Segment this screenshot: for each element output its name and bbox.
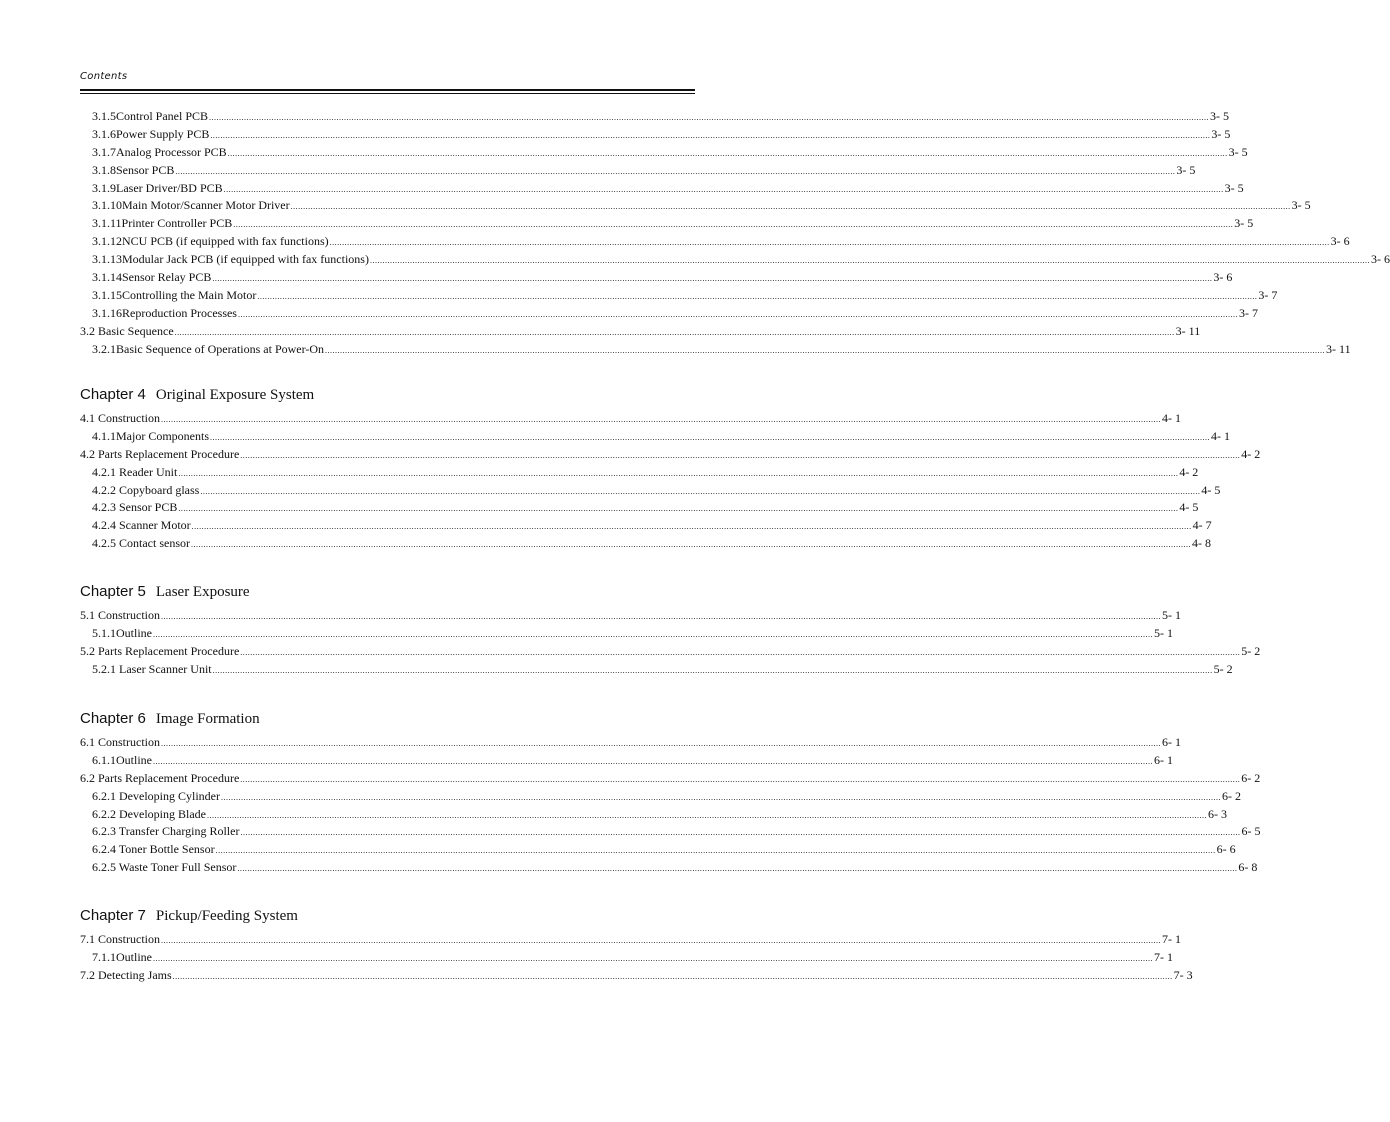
toc-entry [80,860,1258,878]
toc-entry-page-number: 3- 5 [1176,162,1196,177]
toc-entry [80,464,1199,483]
toc-entry-page-number: 3- 5 [1210,109,1230,123]
dot-leader: ................................................................................................................................................................................................................................................................................................................................................................................................................ [178,468,1179,478]
toc-entry-page-number: 3- 5 [1228,144,1248,159]
toc-entry [80,608,1181,626]
toc-entry-label: 3.1.8Sensor PCB [92,162,175,177]
toc-entry-label: 3.1.13Modular Jack PCB (if equipped with fax functions) [92,252,369,267]
toc-entry-label: 3.1.16Reproduction Processes [92,305,237,320]
toc-section-chapter-5 [80,581,1261,680]
dot-leader: ................................................................................................................................................................................................................................................................................................................................................................................................................ [290,202,1291,212]
toc-entry [80,735,1181,753]
toc-entry-label: 4.2.4 Scanner Motor [92,518,191,533]
toc-section-chapter-4 [80,384,1261,554]
chapter-heading [80,708,695,730]
toc-section-chapter-7 [80,905,1193,986]
dot-leader: ................................................................................................................................................................................................................................................................................................................................................................................................................ [325,345,1326,355]
toc-entries [80,411,1261,554]
toc-entry-page-number: 4- 1 [1162,411,1181,425]
toc-entry-label: 7.1 Construction [80,932,160,946]
toc-section-chapter-6 [80,708,1261,878]
toc-entry-page-number: 3- 7 [1258,287,1278,302]
toc-entry-label: 3.1.5Control Panel PCB [92,109,209,123]
dot-leader: ................................................................................................................................................................................................................................................................................................................................................................................................................ [191,522,1192,532]
toc-entry [80,341,1351,360]
toc-entry-page-number: 3- 11 [1175,323,1201,338]
dot-leader: ................................................................................................................................................................................................................................................................................................................................................................................................................ [210,130,1211,140]
dot-leader: ................................................................................................................................................................................................................................................................................................................................................................................................................ [153,953,1153,963]
dot-leader: ................................................................................................................................................................................................................................................................................................................................................................................................................ [223,184,1224,194]
dot-leader: ................................................................................................................................................................................................................................................................................................................................................................................................................ [191,540,1191,550]
toc-entry-page-number: 6- 1 [1162,735,1181,749]
chapter-title: Laser Exposure [155,584,250,600]
dot-leader: ................................................................................................................................................................................................................................................................................................................................................................................................................ [153,756,1153,766]
toc-entry-label: 3.1.14Sensor Relay PCB [92,270,212,285]
toc-entry-page-number: 4- 2 [1179,464,1199,479]
toc-entry-page-number: 6- 2 [1221,788,1241,803]
dot-leader: ................................................................................................................................................................................................................................................................................................................................................................................................................ [212,274,1213,284]
dot-leader: ................................................................................................................................................................................................................................................................................................................................................................................................................ [172,971,1173,981]
toc-entry [80,270,1233,288]
dot-leader: ................................................................................................................................................................................................................................................................................................................................................................................................................ [240,450,1241,460]
toc-entries [80,932,1193,986]
dot-leader: ................................................................................................................................................................................................................................................................................................................................................................................................................ [240,774,1241,784]
toc-entry-page-number: 4- 2 [1241,446,1261,461]
dot-leader: ................................................................................................................................................................................................................................................................................................................................................................................................................ [200,486,1201,496]
toc-entry-label: 5.2.1 Laser Scanner Unit [92,661,212,676]
toc-entry [80,932,1181,950]
dot-leader: ................................................................................................................................................................................................................................................................................................................................................................................................................ [227,148,1228,158]
toc-entry-label: 4.2.3 Sensor PCB [92,500,178,515]
toc-entry [80,252,1390,270]
toc-entry-page-number: 5- 1 [1154,625,1173,640]
toc-entry [80,770,1261,789]
toc-entry-page-number: 6- 2 [1241,770,1261,785]
chapter-title: Image Formation [155,711,260,727]
toc-entry [80,126,1231,145]
dot-leader: ................................................................................................................................................................................................................................................................................................................................................................................................................ [237,864,1238,874]
dot-leader: ................................................................................................................................................................................................................................................................................................................................................................................................................ [175,166,1176,176]
toc-entry-label: 3.1.12NCU PCB (if equipped with fax functions) [92,234,329,249]
dot-leader: ................................................................................................................................................................................................................................................................................................................................................................................................................ [161,739,1161,748]
toc-entry-page-number: 3- 5 [1211,126,1231,141]
chapter-heading [80,581,695,603]
toc-entry-label: 3.2 Basic Sequence [80,323,174,338]
dot-leader: ................................................................................................................................................................................................................................................................................................................................................................................................................ [329,238,1330,248]
toc-entry [80,842,1236,860]
chapter-number: Chapter 6 [80,710,146,727]
toc-entry-label: 4.1 Construction [80,411,160,425]
toc-entry [80,180,1244,199]
toc-entry [80,216,1254,234]
toc-entry-page-number: 7- 1 [1154,949,1173,964]
toc-entry [80,806,1227,825]
toc-entry [80,482,1221,501]
dot-leader: ................................................................................................................................................................................................................................................................................................................................................................................................................ [206,810,1207,820]
toc-entry [80,536,1211,554]
toc-entry-label: 3.1.9Laser Driver/BD PCB [92,180,223,195]
toc-entry-page-number: 4- 8 [1192,536,1211,551]
chapter-number: Chapter 5 [80,583,146,600]
dot-leader: ................................................................................................................................................................................................................................................................................................................................................................................................................ [161,936,1161,945]
toc-entry [80,500,1199,518]
toc-entry-label: 3.1.7Analog Processor PCB [92,144,227,159]
toc-entry [80,446,1261,465]
toc-entry-label: 5.1 Construction [80,608,160,622]
toc-entry-label: 4.2.5 Contact sensor [92,536,190,551]
toc-entry-label: 5.1.1Outline [92,625,152,640]
dot-leader: ................................................................................................................................................................................................................................................................................................................................................................................................................ [233,220,1234,230]
toc-entry [80,824,1261,842]
toc-entry-page-number: 6- 1 [1154,752,1173,767]
toc-entry-label: 6.1.1Outline [92,752,152,767]
toc-entry [80,428,1230,447]
chapter-title: Original Exposure System [155,387,315,403]
toc-entry-page-number: 3- 5 [1224,180,1244,195]
dot-leader: ................................................................................................................................................................................................................................................................................................................................................................................................................ [369,256,1370,266]
toc-entry-page-number: 3- 6 [1213,270,1233,285]
toc-entry [80,518,1212,536]
dot-leader: ................................................................................................................................................................................................................................................................................................................................................................................................................ [178,504,1179,514]
toc-entry [80,949,1173,968]
toc-entry [80,234,1350,252]
header-rule-thick [80,89,695,91]
toc-entry-label: 4.2.2 Copyboard glass [92,482,200,497]
toc-entry-page-number: 4- 5 [1201,482,1221,497]
toc-entry-label: 4.1.1Major Components [92,428,209,443]
toc-entry-page-number: 4- 7 [1192,518,1212,533]
chapter-heading [80,384,695,406]
dot-leader: ................................................................................................................................................................................................................................................................................................................................................................................................................ [161,612,1161,621]
running-header: Contents [80,71,128,82]
toc-entry [80,287,1278,306]
toc-entry-label: 6.2.4 Toner Bottle Sensor [92,842,215,857]
dot-leader: ................................................................................................................................................................................................................................................................................................................................................................................................................ [153,629,1153,639]
dot-leader: ................................................................................................................................................................................................................................................................................................................................................................................................................ [240,647,1241,657]
toc-entry [80,411,1181,429]
toc-entries [80,735,1261,878]
dot-leader: ................................................................................................................................................................................................................................................................................................................................................................................................................ [210,432,1210,442]
toc-entry-page-number: 3- 6 [1330,234,1350,249]
toc-entry-label: 4.2.1 Reader Unit [92,464,178,479]
dot-leader: ................................................................................................................................................................................................................................................................................................................................................................................................................ [174,327,1175,337]
toc-entry-page-number: 6- 6 [1216,842,1236,857]
toc-entry-page-number: 4- 1 [1211,428,1230,443]
chapter-number: Chapter 4 [80,386,146,403]
toc-entry-page-number: 7- 3 [1173,967,1193,982]
chapter-heading [80,905,695,927]
toc-entry-page-number: 6- 5 [1241,824,1261,839]
toc-entry [80,661,1233,680]
dot-leader: ................................................................................................................................................................................................................................................................................................................................................................................................................ [257,291,1258,301]
toc-entry [80,752,1173,771]
toc-entry-label: 7.1.1Outline [92,949,152,964]
toc-entry-label: 6.2.3 Transfer Charging Roller [92,824,240,839]
toc-entry-label: 3.1.10Main Motor/Scanner Motor Driver [92,198,290,213]
toc-entry-label: 3.1.6Power Supply PCB [92,126,210,141]
toc-entry-page-number: 4- 5 [1179,500,1199,515]
toc-entry-page-number: 5- 2 [1213,661,1233,676]
toc-entry [80,643,1261,662]
toc-entry-page-number: 3- 6 [1370,252,1390,267]
toc-entry-label: 6.2.1 Developing Cylinder [92,788,220,803]
toc-entry-label: 6.2 Parts Replacement Procedure [80,770,240,785]
toc-entry-page-number: 6- 3 [1207,806,1227,821]
toc-entry-label: 6.1 Construction [80,735,160,749]
dot-leader: ................................................................................................................................................................................................................................................................................................................................................................................................................ [237,309,1238,319]
toc-entry-label: 3.1.15Controlling the Main Motor [92,287,257,302]
toc-entry [80,323,1201,342]
dot-leader: ................................................................................................................................................................................................................................................................................................................................................................................................................ [209,113,1210,122]
toc-entry-page-number: 6- 8 [1238,860,1258,875]
toc-entry-page-number: 3- 11 [1326,341,1351,356]
toc-entry-page-number: 3- 5 [1291,198,1311,213]
toc-entry-label: 7.2 Detecting Jams [80,967,172,982]
toc-entry-label: 3.2.1Basic Sequence of Operations at Power-On [92,341,325,356]
toc-entry-label: 4.2 Parts Replacement Procedure [80,446,240,461]
dot-leader: ................................................................................................................................................................................................................................................................................................................................................................................................................ [215,846,1216,856]
toc-section-chapter-3-continued [80,109,1390,359]
toc-entry-page-number: 5- 2 [1241,643,1261,658]
toc-entry [80,788,1241,807]
toc-entry [80,109,1230,127]
dot-leader: ................................................................................................................................................................................................................................................................................................................................................................................................................ [212,665,1213,675]
toc-entry-label: 6.2.5 Waste Toner Full Sensor [92,860,237,875]
dot-leader: ................................................................................................................................................................................................................................................................................................................................................................................................................ [240,828,1241,838]
toc-entry [80,144,1248,163]
dot-leader: ................................................................................................................................................................................................................................................................................................................................................................................................................ [161,415,1161,424]
toc-entry-page-number: 3- 7 [1238,305,1258,320]
toc-entry-page-number: 7- 1 [1162,932,1181,946]
toc-entry-label: 3.1.11Printer Controller PCB [92,216,233,231]
toc-entry-label: 6.2.2 Developing Blade [92,806,206,821]
header-rule-thin [80,93,695,94]
toc-entry-label: 5.2 Parts Replacement Procedure [80,643,240,658]
toc-entry [80,162,1196,181]
toc-entries [80,109,1390,359]
toc-entry [80,198,1311,216]
dot-leader: ................................................................................................................................................................................................................................................................................................................................................................................................................ [220,792,1221,802]
toc-entry-page-number: 5- 1 [1162,608,1181,622]
toc-entry [80,967,1193,986]
toc-entries [80,608,1261,680]
chapter-title: Pickup/Feeding System [155,908,298,924]
toc-entry [80,625,1173,644]
toc-entry-page-number: 3- 5 [1234,216,1254,231]
chapter-number: Chapter 7 [80,907,146,924]
toc-entry [80,305,1258,324]
